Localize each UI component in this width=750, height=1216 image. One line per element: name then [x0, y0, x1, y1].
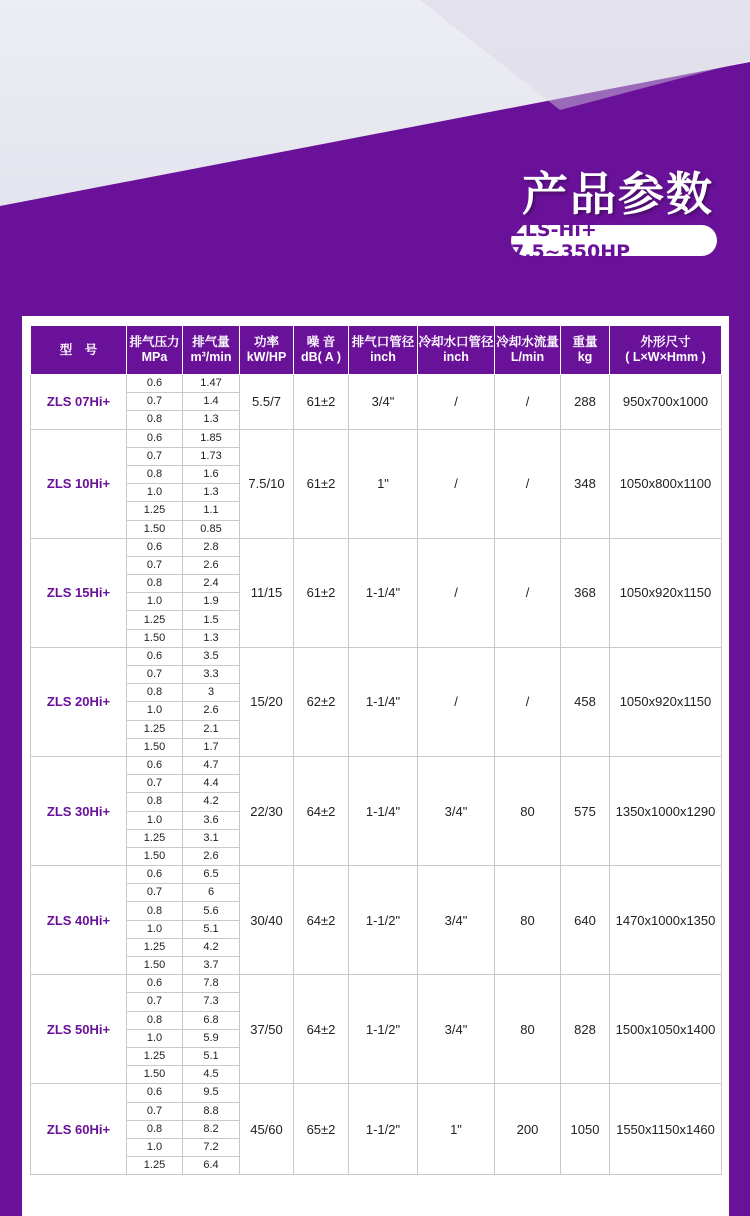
pressure-cell: 0.8 [127, 465, 183, 483]
pressure-cell: 0.6 [127, 647, 183, 665]
pressure-cell: 1.25 [127, 611, 183, 629]
power-cell: 30/40 [240, 866, 294, 975]
airflow-cell: 3.6 [183, 811, 240, 829]
noise-cell: 65±2 [294, 1084, 349, 1175]
pressure-cell: 1.50 [127, 847, 183, 865]
table-row [31, 375, 722, 393]
pressure-cell: 0.8 [127, 411, 183, 429]
power-cell: 5.5/7 [240, 375, 294, 430]
col-header-airflow: 排气量 m³/min [183, 326, 240, 375]
col-header-model: 型 号 [31, 326, 127, 375]
table-row [31, 975, 722, 993]
airflow-cell: 5.1 [183, 920, 240, 938]
water-flow-cell: / [495, 429, 561, 538]
series-badge: ZLS-Hi+ 7.5~350HP [511, 225, 717, 256]
water-pipe-cell: / [418, 375, 495, 430]
pressure-cell: 1.0 [127, 593, 183, 611]
water-flow-cell: 200 [495, 1084, 561, 1175]
col-header-weight: 重量 kg [561, 326, 610, 375]
water-pipe-cell: 1" [418, 1084, 495, 1175]
outlet-cell: 1-1/2" [349, 975, 418, 1084]
airflow-cell: 7.3 [183, 993, 240, 1011]
pressure-cell: 0.8 [127, 575, 183, 593]
airflow-cell: 4.5 [183, 1066, 240, 1084]
airflow-cell: 2.1 [183, 720, 240, 738]
pressure-cell: 1.25 [127, 1157, 183, 1175]
dimensions-cell: 1050x920x1150 [610, 538, 722, 647]
pressure-cell: 0.7 [127, 666, 183, 684]
airflow-cell: 2.6 [183, 556, 240, 574]
pressure-cell: 0.7 [127, 884, 183, 902]
pressure-cell: 1.0 [127, 1029, 183, 1047]
pressure-cell: 0.8 [127, 793, 183, 811]
noise-cell: 62±2 [294, 647, 349, 756]
pressure-cell: 1.0 [127, 702, 183, 720]
pressure-cell: 1.25 [127, 829, 183, 847]
dimensions-cell: 1050x800x1100 [610, 429, 722, 538]
model-cell: ZLS 30Hi+ [31, 756, 127, 865]
weight-cell: 828 [561, 975, 610, 1084]
pressure-cell: 1.0 [127, 484, 183, 502]
pressure-cell: 0.7 [127, 993, 183, 1011]
pressure-cell: 1.25 [127, 720, 183, 738]
col-header-pressure: 排气压力 MPa [127, 326, 183, 375]
airflow-cell: 1.5 [183, 611, 240, 629]
water-pipe-cell: 3/4" [418, 975, 495, 1084]
pressure-cell: 0.7 [127, 556, 183, 574]
pressure-cell: 0.6 [127, 1084, 183, 1102]
airflow-cell: 1.7 [183, 738, 240, 756]
pressure-cell: 1.50 [127, 738, 183, 756]
outlet-cell: 1-1/2" [349, 1084, 418, 1175]
airflow-cell: 6.8 [183, 1011, 240, 1029]
pressure-cell: 1.0 [127, 811, 183, 829]
airflow-cell: 4.4 [183, 775, 240, 793]
pressure-cell: 0.8 [127, 902, 183, 920]
col-header-water-pipe: 冷却水口管径 inch [418, 326, 495, 375]
dimensions-cell: 1550x1150x1460 [610, 1084, 722, 1175]
airflow-cell: 3.7 [183, 957, 240, 975]
noise-cell: 64±2 [294, 975, 349, 1084]
pressure-cell: 0.8 [127, 1011, 183, 1029]
airflow-cell: 1.3 [183, 411, 240, 429]
pressure-cell: 0.6 [127, 975, 183, 993]
pressure-cell: 0.7 [127, 447, 183, 465]
weight-cell: 348 [561, 429, 610, 538]
airflow-cell: 2.6 [183, 847, 240, 865]
pressure-cell: 0.6 [127, 375, 183, 393]
airflow-cell: 6.4 [183, 1157, 240, 1175]
pressure-cell: 0.8 [127, 1120, 183, 1138]
airflow-cell: 8.8 [183, 1102, 240, 1120]
weight-cell: 640 [561, 866, 610, 975]
airflow-cell: 6 [183, 884, 240, 902]
noise-cell: 64±2 [294, 756, 349, 865]
airflow-cell: 2.4 [183, 575, 240, 593]
airflow-cell: 1.1 [183, 502, 240, 520]
pressure-cell: 1.25 [127, 1047, 183, 1065]
col-header-dimensions: 外形尺寸 ( L×W×Hmm ) [610, 326, 722, 375]
pressure-cell: 1.0 [127, 1138, 183, 1156]
weight-cell: 368 [561, 538, 610, 647]
dimensions-cell: 1500x1050x1400 [610, 975, 722, 1084]
weight-cell: 575 [561, 756, 610, 865]
airflow-cell: 1.4 [183, 393, 240, 411]
outlet-cell: 1-1/4" [349, 647, 418, 756]
model-cell: ZLS 60Hi+ [31, 1084, 127, 1175]
weight-cell: 288 [561, 375, 610, 430]
dimensions-cell: 950x700x1000 [610, 375, 722, 430]
airflow-cell: 5.9 [183, 1029, 240, 1047]
col-header-water-flow: 冷却水流量 L/min [495, 326, 561, 375]
airflow-cell: 2.8 [183, 538, 240, 556]
airflow-cell: 2.6 [183, 702, 240, 720]
pressure-cell: 0.8 [127, 684, 183, 702]
page-title: 产品参数 [522, 167, 714, 221]
noise-cell: 64±2 [294, 866, 349, 975]
airflow-cell: 1.9 [183, 593, 240, 611]
airflow-cell: 1.3 [183, 629, 240, 647]
airflow-cell: 0.85 [183, 520, 240, 538]
airflow-cell: 3.3 [183, 666, 240, 684]
outlet-cell: 3/4" [349, 375, 418, 430]
airflow-cell: 1.47 [183, 375, 240, 393]
water-pipe-cell: / [418, 538, 495, 647]
water-flow-cell: / [495, 375, 561, 430]
pressure-cell: 0.7 [127, 393, 183, 411]
pressure-cell: 1.25 [127, 938, 183, 956]
airflow-cell: 4.2 [183, 793, 240, 811]
power-cell: 7.5/10 [240, 429, 294, 538]
pressure-cell: 0.6 [127, 866, 183, 884]
pressure-cell: 1.25 [127, 502, 183, 520]
model-cell: ZLS 50Hi+ [31, 975, 127, 1084]
outlet-cell: 1-1/4" [349, 538, 418, 647]
airflow-cell: 5.6 [183, 902, 240, 920]
pressure-cell: 0.6 [127, 756, 183, 774]
water-flow-cell: 80 [495, 975, 561, 1084]
col-header-outlet: 排气口管径 inch [349, 326, 418, 375]
col-header-power: 功率 kW/HP [240, 326, 294, 375]
table-row [31, 866, 722, 884]
airflow-cell: 1.6 [183, 465, 240, 483]
table-row [31, 429, 722, 447]
airflow-cell: 1.73 [183, 447, 240, 465]
pressure-cell: 1.50 [127, 957, 183, 975]
pressure-cell: 1.50 [127, 629, 183, 647]
water-pipe-cell: 3/4" [418, 756, 495, 865]
pressure-cell: 0.6 [127, 429, 183, 447]
pressure-cell: 0.7 [127, 775, 183, 793]
pressure-cell: 1.50 [127, 1066, 183, 1084]
airflow-cell: 1.3 [183, 484, 240, 502]
table-row [31, 647, 722, 665]
airflow-cell: 1.85 [183, 429, 240, 447]
water-flow-cell: 80 [495, 756, 561, 865]
model-cell: ZLS 40Hi+ [31, 866, 127, 975]
pressure-cell: 0.6 [127, 538, 183, 556]
noise-cell: 61±2 [294, 375, 349, 430]
airflow-cell: 7.2 [183, 1138, 240, 1156]
water-flow-cell: / [495, 538, 561, 647]
table-row [31, 1084, 722, 1102]
power-cell: 45/60 [240, 1084, 294, 1175]
airflow-cell: 6.5 [183, 866, 240, 884]
noise-cell: 61±2 [294, 429, 349, 538]
water-flow-cell: / [495, 647, 561, 756]
airflow-cell: 8.2 [183, 1120, 240, 1138]
water-flow-cell: 80 [495, 866, 561, 975]
dimensions-cell: 1350x1000x1290 [610, 756, 722, 865]
airflow-cell: 9.5 [183, 1084, 240, 1102]
airflow-cell: 3.1 [183, 829, 240, 847]
dimensions-cell: 1050x920x1150 [610, 647, 722, 756]
pressure-cell: 0.7 [127, 1102, 183, 1120]
outlet-cell: 1-1/2" [349, 866, 418, 975]
water-pipe-cell: / [418, 429, 495, 538]
airflow-cell: 4.7 [183, 756, 240, 774]
table-body [31, 375, 722, 1175]
pressure-cell: 1.50 [127, 520, 183, 538]
col-header-noise: 噪 音 dB( A ) [294, 326, 349, 375]
outlet-cell: 1" [349, 429, 418, 538]
airflow-cell: 7.8 [183, 975, 240, 993]
noise-cell: 61±2 [294, 538, 349, 647]
dimensions-cell: 1470x1000x1350 [610, 866, 722, 975]
weight-cell: 458 [561, 647, 610, 756]
power-cell: 11/15 [240, 538, 294, 647]
table-header-row [31, 326, 722, 375]
model-cell: ZLS 15Hi+ [31, 538, 127, 647]
airflow-cell: 4.2 [183, 938, 240, 956]
power-cell: 37/50 [240, 975, 294, 1084]
power-cell: 22/30 [240, 756, 294, 865]
power-cell: 15/20 [240, 647, 294, 756]
table-row [31, 756, 722, 774]
model-cell: ZLS 10Hi+ [31, 429, 127, 538]
water-pipe-cell: / [418, 647, 495, 756]
pressure-cell: 1.0 [127, 920, 183, 938]
weight-cell: 1050 [561, 1084, 610, 1175]
model-cell: ZLS 07Hi+ [31, 375, 127, 430]
airflow-cell: 3.5 [183, 647, 240, 665]
outlet-cell: 1-1/4" [349, 756, 418, 865]
model-cell: ZLS 20Hi+ [31, 647, 127, 756]
airflow-cell: 5.1 [183, 1047, 240, 1065]
table-row [31, 538, 722, 556]
water-pipe-cell: 3/4" [418, 866, 495, 975]
spec-table [30, 325, 722, 1175]
airflow-cell: 3 [183, 684, 240, 702]
